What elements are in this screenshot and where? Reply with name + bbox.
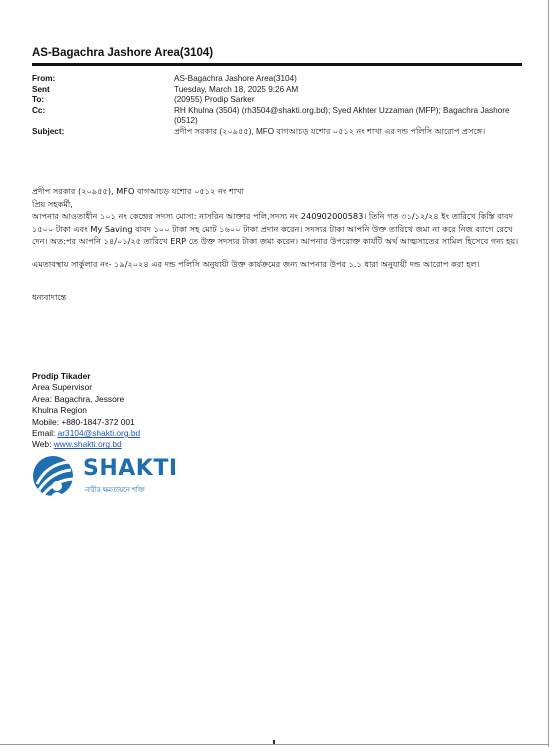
header-to <box>32 95 522 106</box>
body-paragraph-1: আপনার আওতাধীন ১০১ নং কেন্দ্রের সদস্য মোসা: নাসরিন আক্তার পলি,সদস্য নং 240902000583। তিনি গত ৩১/১২/২৪ ইং তারিখে কিস্তি বাবদ ১৫০০ টাকা এবং My Saving বাবদ ১০০ টাকা সহ মোট ১৬০০ টাকা প্রদান করেন। সদস্যর টাকা আপনি উক্ত তারিখে জমা না করে নিজ ব্যাগে রেখে দেন। অত:পর আপনি ১৪/০১/২৫ তারিখে ERP তে উক্ত সদস্যর টাকা জমা করেন। আপনার উপরোক্ত কার্যটি অর্থ আত্মসাতের সামিল হিসেবে গন্য হয়। <box>32 211 519 247</box>
signature-name: Prodip Tikader <box>32 371 91 381</box>
email-header-title <box>32 44 522 62</box>
email-link[interactable]: ar3104@shakti.org.bd <box>57 428 141 439</box>
shakti-emblem-icon <box>31 454 77 498</box>
signature-web-row <box>32 439 332 450</box>
email-body <box>32 185 524 303</box>
signature-block <box>32 371 332 451</box>
email-headers <box>32 74 522 138</box>
email-label: Email: <box>32 428 58 439</box>
header-label: Sent <box>32 84 50 94</box>
header-value: AS-Bagachra Jashore Area(3104) <box>174 74 297 83</box>
header-sent <box>32 85 522 96</box>
signature-area: Area: Bagachra, Jessore <box>32 393 125 404</box>
web-label: Web: <box>32 439 54 450</box>
header-value: Tuesday, March 18, 2025 9:26 AM <box>174 84 299 94</box>
recipient-line: প্রদীপ সরকার (২০৯৫৫), MFO বাগআচড় যশোর ০৫১২ নং শাখা <box>32 186 244 196</box>
logo-wordmark: SHAKTI <box>83 456 178 481</box>
page-marker <box>273 740 275 744</box>
greeting: প্রিয় সহকর্মী, <box>32 198 73 209</box>
web-link[interactable]: www.shakti.org.bd <box>53 439 122 450</box>
window-title: AS-Bagachra Jashore Area(3104) <box>32 47 214 59</box>
header-label: To: <box>32 95 45 105</box>
signature-designation: Area Supervisor <box>32 382 93 393</box>
header-label: Cc: <box>32 105 46 115</box>
page-edge-right <box>548 0 549 747</box>
page-edge-bottom <box>0 744 549 745</box>
closing: ধন্যবাদান্তে <box>32 291 67 302</box>
body-paragraph-2: এমতাবস্থায় সার্কুলার নং- ১৯/২০২৪ এর দন্ড পলিসি অনুযায়ী উক্ত কার্যক্রমের জন্য আপনার উপর ১.১ ধারা অনুযায়ী দন্ড আরোপ করা হল। <box>32 258 480 269</box>
header-subject <box>32 127 522 138</box>
logo-tagline: নারীর ক্ষমতায়নে শক্তি <box>85 486 145 494</box>
signature-mobile: Mobile: +880-1847-372 001 <box>32 416 135 427</box>
signature-email-row <box>32 428 332 439</box>
shakti-logo <box>31 454 178 498</box>
header-value: RH Khulna (3504) (rh3504@shakti.org.bd); Syed Akhter Uzzaman (MFP); Bagachra Jashore (0512) <box>174 105 510 126</box>
header-label: From: <box>32 74 56 83</box>
header-value: (20955) Prodip Sarker <box>174 95 255 105</box>
header-label: Subject: <box>32 126 65 136</box>
title-divider <box>32 63 522 66</box>
signature-region: Khulna Region <box>32 405 87 416</box>
header-from <box>32 74 522 85</box>
header-value: প্রদীপ সরকার (২০৯৫৫), MFO বাগআচড় যশোর ০৫১২ নং শাখা এর দন্ড পলিসি আরোপ প্রসঙ্গে। <box>174 126 486 136</box>
header-cc <box>32 106 522 127</box>
